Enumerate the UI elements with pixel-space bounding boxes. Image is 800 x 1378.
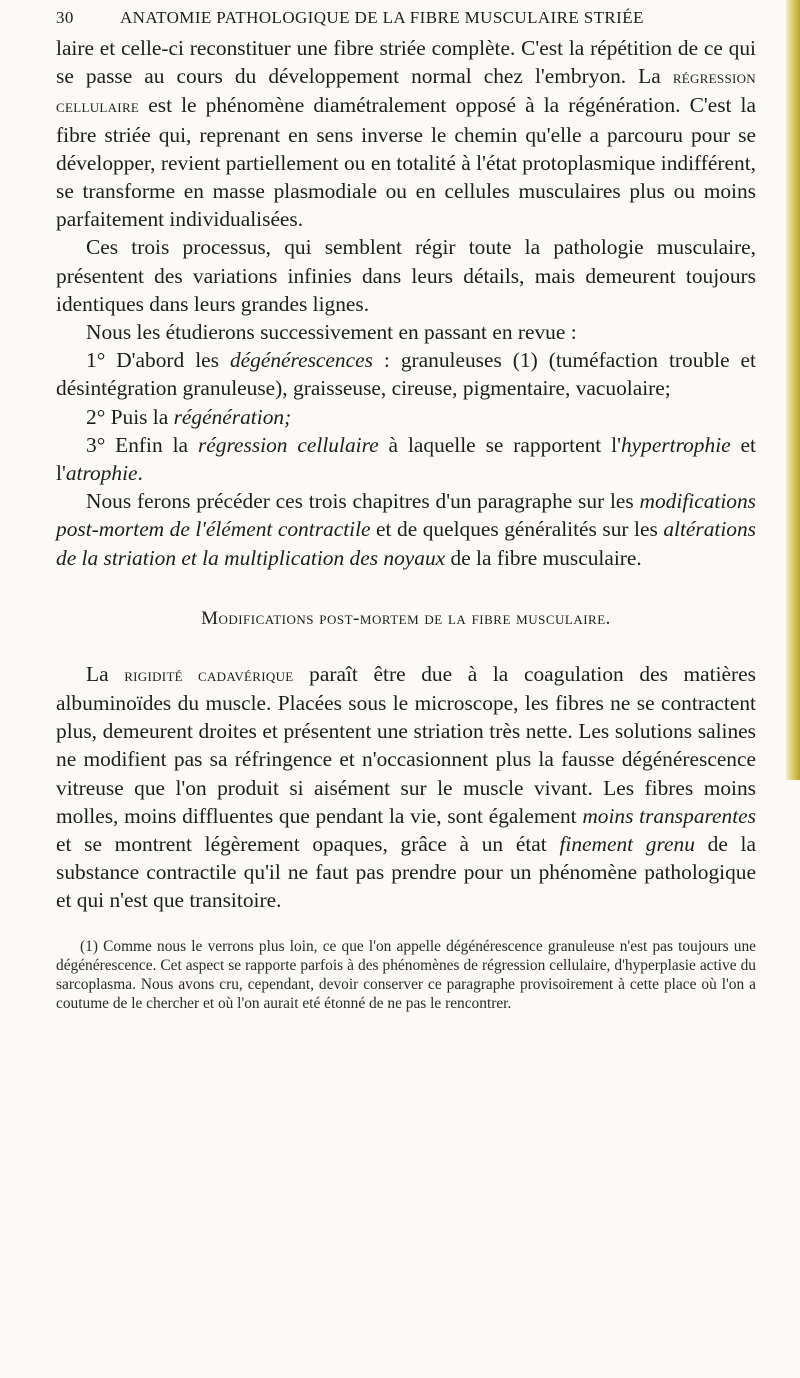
paragraph-4: Nous ferons précéder ces trois chapitres d'un paragraphe sur les modifications post-mortem de l'élément contractile et de quelques généralités sur les altérations de la striation et la multiplication des noyaux de la fibre musculaire. xyxy=(56,489,757,570)
running-header xyxy=(56,6,756,32)
list-item-1: 1° D'abord les dégénérescences : granuleuses (1) (tuméfaction trouble et désintégration granuleuse), graisseuse, cireuse, pigmentaire, vacuolaire; xyxy=(56,348,756,401)
page-number: 30 xyxy=(56,8,74,27)
footnote: (1) Comme nous le verrons plus loin, ce que l'on appelle dégénérescence granuleuse n'est pas toujours une dégénérescence. Cet aspect se rapporte parfois à des phénomènes de régression cellulaire, d'hyperplasie active du sarcoplasma. Nous avons cru, cependant, devoir conserver ce paragraphe provisoirement à cette place où l'on a coutume de le chercher et où l'on aurait eté étonné de ne pas le rencontrer. xyxy=(56,937,756,1013)
page-body xyxy=(56,34,756,1014)
paragraph-2: Ces trois processus, qui semblent régir toute la pathologie musculaire, présentent des variations infinies dans leurs détails, mais demeurent toujours identiques dans leurs grandes lignes. xyxy=(56,235,756,316)
paragraph-3: Nous les étudierons successivement en passant en revue : xyxy=(86,320,577,345)
list-item-3: 3° Enfin la régression cellulaire à laquelle se rapportent l'hypertrophie et l'atrophie. xyxy=(56,432,756,486)
page-edge-stain xyxy=(786,0,800,780)
section-title: Modifications post-mortem de la fibre musculaire. xyxy=(201,607,611,629)
term-rigidite: rigidité cadavérique xyxy=(124,664,294,685)
running-title: ANATOMIE PATHOLOGIQUE DE LA FIBRE MUSCULAIRE STRIÉE xyxy=(120,8,644,27)
term-regression: régression cellulaire xyxy=(56,67,756,117)
paragraph-1: laire et celle-ci reconstituer une fibre striée complète. C'est la répétition de ce qui se passe au cours du développement normal chez l'embryon. La régression cellulaire est le phénomène diamétralement opposé à la régénération. C'est la fibre striée qui, reprenant en sens inverse le chemin qu'elle a parcouru pour se développer, revient partiellement ou en totalité à l'état protoplasmique indifférent, se transforme en masse plasmodiale ou en cellules musculaires plus ou moins parfaitement individualisées. xyxy=(56,36,756,232)
paragraph-5: La rigidité cadavérique paraît être due à la coagulation des matières albuminoïdes du muscle. Placées sous le microscope, les fibres ne se contractent plus, demeurent droites et présentent une striation très nette. Les solutions salines ne modifient pas sa réfringence et n'occasionnent plus la fausse dégénérescence vitreuse que l'on produit si aisément sur le muscle vivant. Les fibres moins molles, moins diffluentes que pendant la vie, sont également moins transparentes et se montrent légèrement opaques, grâce à un état finement grenu de la substance contractile qu'il ne faut pas prendre pour un phénomène pathologique et qui n'est que transitoire. xyxy=(56,661,756,913)
list-item-2: 2° Puis la régénération; xyxy=(86,404,292,429)
